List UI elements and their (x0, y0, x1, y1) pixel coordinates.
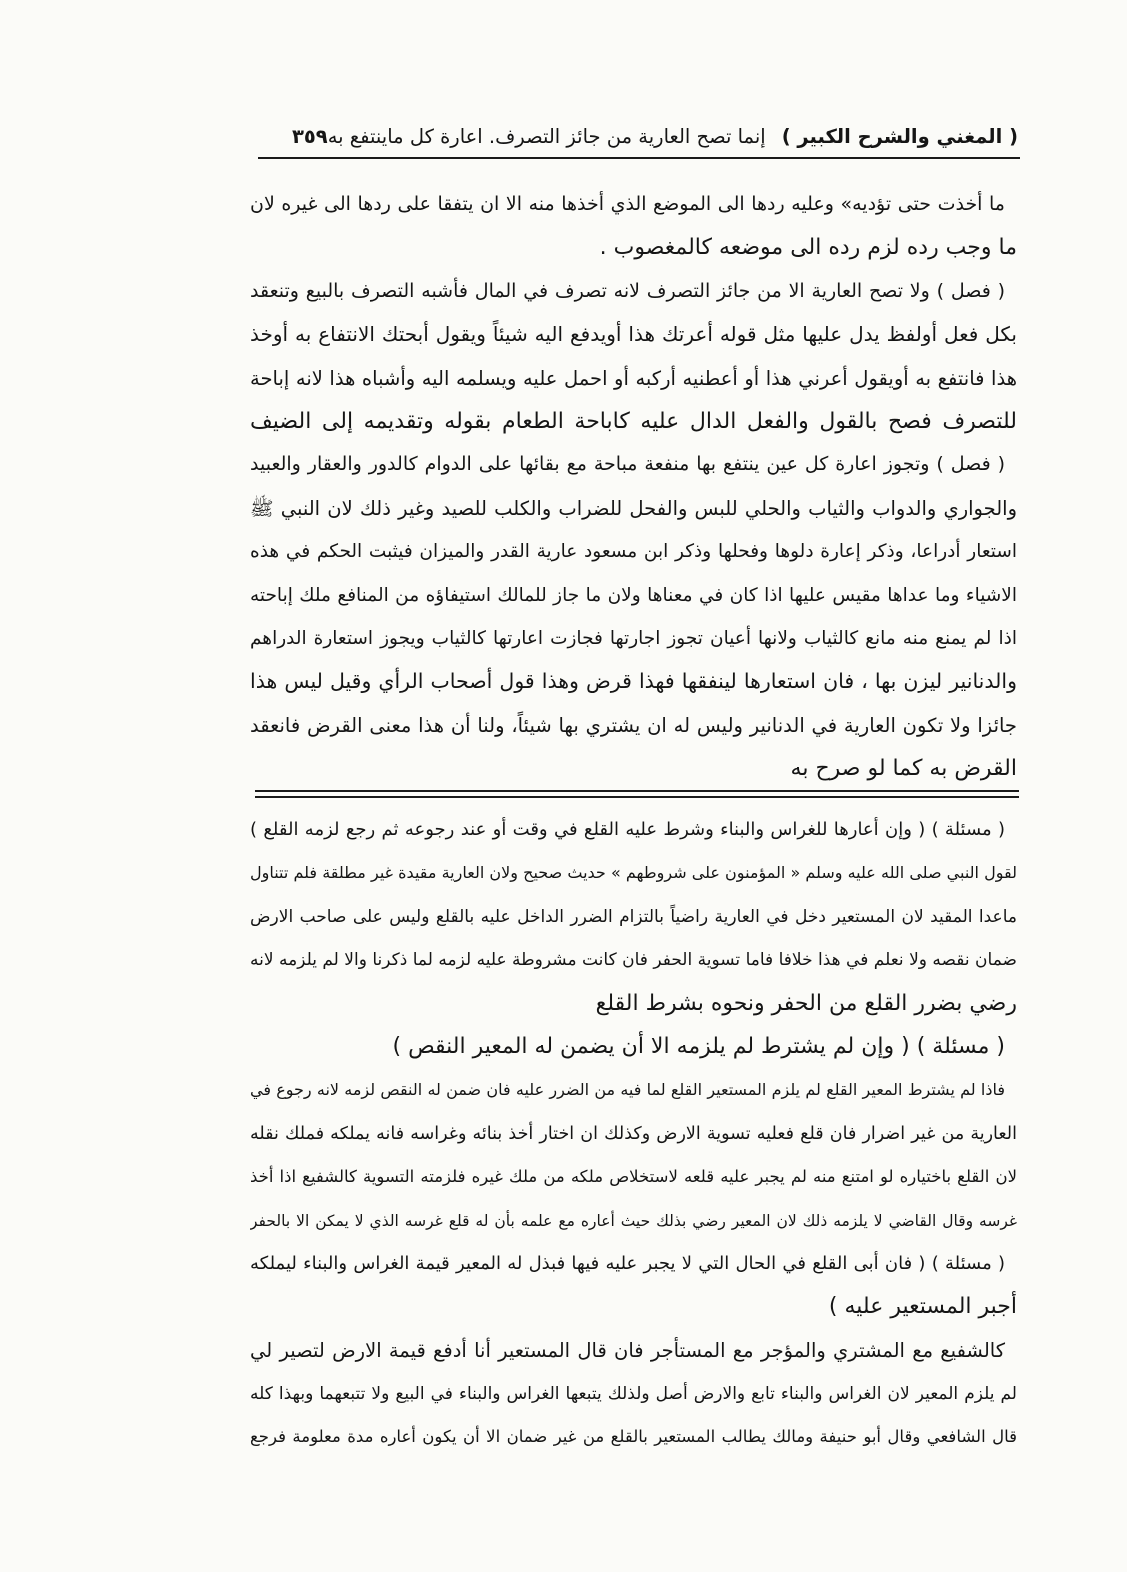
text-line-content: جائزا ولا تكون العارية في الدنانير وليس له ان يشتري بها شيئاً، ولنا أن هذا معنى القرض فانعقد (250, 713, 1017, 737)
text-line (250, 226, 1017, 269)
text-line-content: والجواري والدواب والثياب والحلي للبس والفحل للضراب والكلب للصيد وغير ذلك لان النبي ﷺ (250, 496, 1017, 520)
text-line-content: الاشياء وما عداها مقيس عليها اذا كان في معناها ولان ما جاز للمالك استيفاؤه من المنافع ملك إباحته (250, 584, 1017, 606)
text-line (250, 1415, 1017, 1458)
text-line (250, 938, 1017, 981)
text-line (250, 1372, 1017, 1415)
section-separator-rule (255, 796, 1019, 798)
page-header (258, 118, 1018, 154)
text-line (250, 1242, 1017, 1285)
text-line-content: كالشفيع مع المشتري والمؤجر مع المستأجر فان قال المستعير أنا أدفع قيمة الارض لتصير لي (250, 1338, 1005, 1362)
text-line (250, 895, 1017, 938)
text-line (250, 313, 1017, 356)
text-line-content: للتصرف فصح بالقول والفعل الدال عليه كاباحة الطعام بقوله وتقديمه إلى الضيف (250, 408, 1017, 434)
text-line-content: استعار أدراعا، وذكر إعارة دلوها وفحلها وذكر ابن مسعود عارية القدر والميزان فيثبت الحكم في هذه (250, 541, 1017, 563)
text-line (250, 808, 1017, 851)
text-line (250, 530, 1017, 573)
text-line-content: القرض به كما لو صرح به (790, 756, 1017, 782)
text-line-content: ( فصل ) ولا تصح العارية الا من جائز التصرف لانه تصرف في المال فأشبه التصرف بالبيع وتنعقد (250, 279, 1005, 302)
text-line-content: لان القلع باختياره لو امتنع منه لم يجبر عليه قلعه لاستخلاص ملكه من ملك غيره فلزمته التسوية كالشفيع اذا أخذ (250, 1167, 1017, 1187)
text-line-content: ما أخذت حتى تؤديه» وعليه ردها الى الموضع الذي أخذها منه الا ان يتفقا على ردها الى غيره لان (250, 193, 1005, 215)
text-line-content: لم يلزم المعير لان الغراس والبناء تابع والارض أصل ولذلك يتبعها الغراس والبناء في البيع ولا تتبعهما وبهذا كله (250, 1384, 1017, 1405)
text-line (250, 1199, 1017, 1242)
text-line (250, 1068, 1017, 1111)
text-line (250, 357, 1017, 400)
text-line (250, 1025, 1017, 1068)
book-title: ( المغني والشرح الكبير ) (781, 124, 1018, 148)
text-line (250, 1285, 1017, 1328)
text-line-content: ( فصل ) وتجوز اعارة كل عين ينتفع بها منفعة مباحة مع بقائها على الدوام كالدور والعقار والعبيد (250, 453, 1005, 476)
header-rule (258, 157, 1020, 159)
text-line (250, 574, 1017, 617)
text-line-content: فاذا لم يشترط المعير القلع لم يلزم المستعير القلع لما فيه من الضرر عليه فان ضمن له النقص لزمه لانه رجوع في (250, 1080, 1005, 1100)
text-line (250, 1112, 1017, 1155)
text-line (250, 400, 1017, 443)
text-line (250, 747, 1017, 790)
page-number: ٣٥٩ (292, 124, 328, 148)
text-line (250, 443, 1017, 486)
text-line (250, 660, 1017, 703)
text-line-content: رضي بضرر القلع من الحفر ونحوه بشرط القلع (595, 990, 1017, 1016)
upper-text-block (250, 183, 1017, 790)
text-line-content: لقول النبي صلى الله عليه وسلم « المؤمنون على شروطهم » حديث صحيح ولان العارية مقيدة غير مطلقة فلم تتناول (250, 863, 1017, 883)
lower-text-block (250, 808, 1017, 1459)
text-line-content: أجبر المستعير عليه ) (828, 1294, 1017, 1320)
text-line-content: والدنانير ليزن بها ، فان استعارها لينفقها فهذا قرض وهذا قول أصحاب الرأي وقيل ليس هذا (250, 669, 1017, 694)
text-line (250, 183, 1017, 226)
text-line (250, 617, 1017, 660)
text-line-content: ( مسئلة ) ( وإن لم يشترط لم يلزمه الا أن يضمن له المعير النقص ) (392, 1033, 1005, 1059)
text-line-content: ( مسئلة ) ( وإن أعارها للغراس والبناء وشرط عليه القلع في وقت أو عند رجوعه ثم رجع لزمه القلع ) (250, 819, 1005, 840)
text-line (250, 1329, 1017, 1372)
text-line (250, 487, 1017, 530)
text-line (250, 982, 1017, 1025)
text-line-content: هذا فانتفع به أويقول أعرني هذا أو أعطنيه أركبه أو احمل عليه ويسلمه اليه وأشباه هذا لانه إباحة (250, 366, 1017, 390)
text-line-content: غرسه وقال القاضي لا يلزمه ذلك لان المعير رضي بذلك حيث أعاره مع علمه بأن له قلع غرسه الذي لا يمكن الا بالحفر (250, 1211, 1017, 1230)
text-line-content: ضمان نقصه ولا نعلم في هذا خلافا فاما تسوية الحفر فان كانت مشروطة عليه لزمه لما ذكرنا والا لم يلزمه لانه (250, 950, 1017, 971)
text-line (250, 1155, 1017, 1198)
text-line-content: ( مسئلة ) ( فان أبى القلع في الحال التي لا يجبر عليه فيها فبذل له المعير قيمة الغراس والبناء ليملكه (250, 1252, 1005, 1274)
text-line-content: بكل فعل أولفظ يدل عليها مثل قوله أعرتك هذا أويدفع اليه شيئاً ويقول أبحتك الانتفاع به أوخذ (250, 322, 1017, 347)
running-head: إنما تصح العارية من جائز التصرف. اعارة كل ماينتفع به (327, 124, 766, 148)
text-line-content: اذا لم يمنع منه مانع كالثياب ولانها أعيان تجوز اجارتها فجازت اعارتها كالثياب ويجوز استعارة الدراهم (250, 627, 1017, 649)
text-line (250, 704, 1017, 747)
text-line (250, 270, 1017, 313)
text-line-content: ماعدا المقيد لان المستعير دخل في العارية راضياً بالتزام الضرر الداخل عليه بالقلع وليس على صاحب الارض (250, 906, 1017, 927)
text-line-content: العارية من غير اضرار فان قلع فعليه تسوية الارض وكذلك ان اختار أخذ بنائه وغراسه فانه يملكه فملك نقله (250, 1123, 1017, 1144)
text-line-content: ما وجب رده لزم رده الى موضعه كالمغصوب . (599, 235, 1017, 261)
text-line-content: قال الشافعي وقال أبو حنيفة ومالك يطالب المستعير بالقلع من غير ضمان الا أن يكون أعاره مدة معلومة فرجع (250, 1427, 1017, 1447)
text-line (250, 851, 1017, 894)
section-separator-rule (255, 790, 1019, 792)
